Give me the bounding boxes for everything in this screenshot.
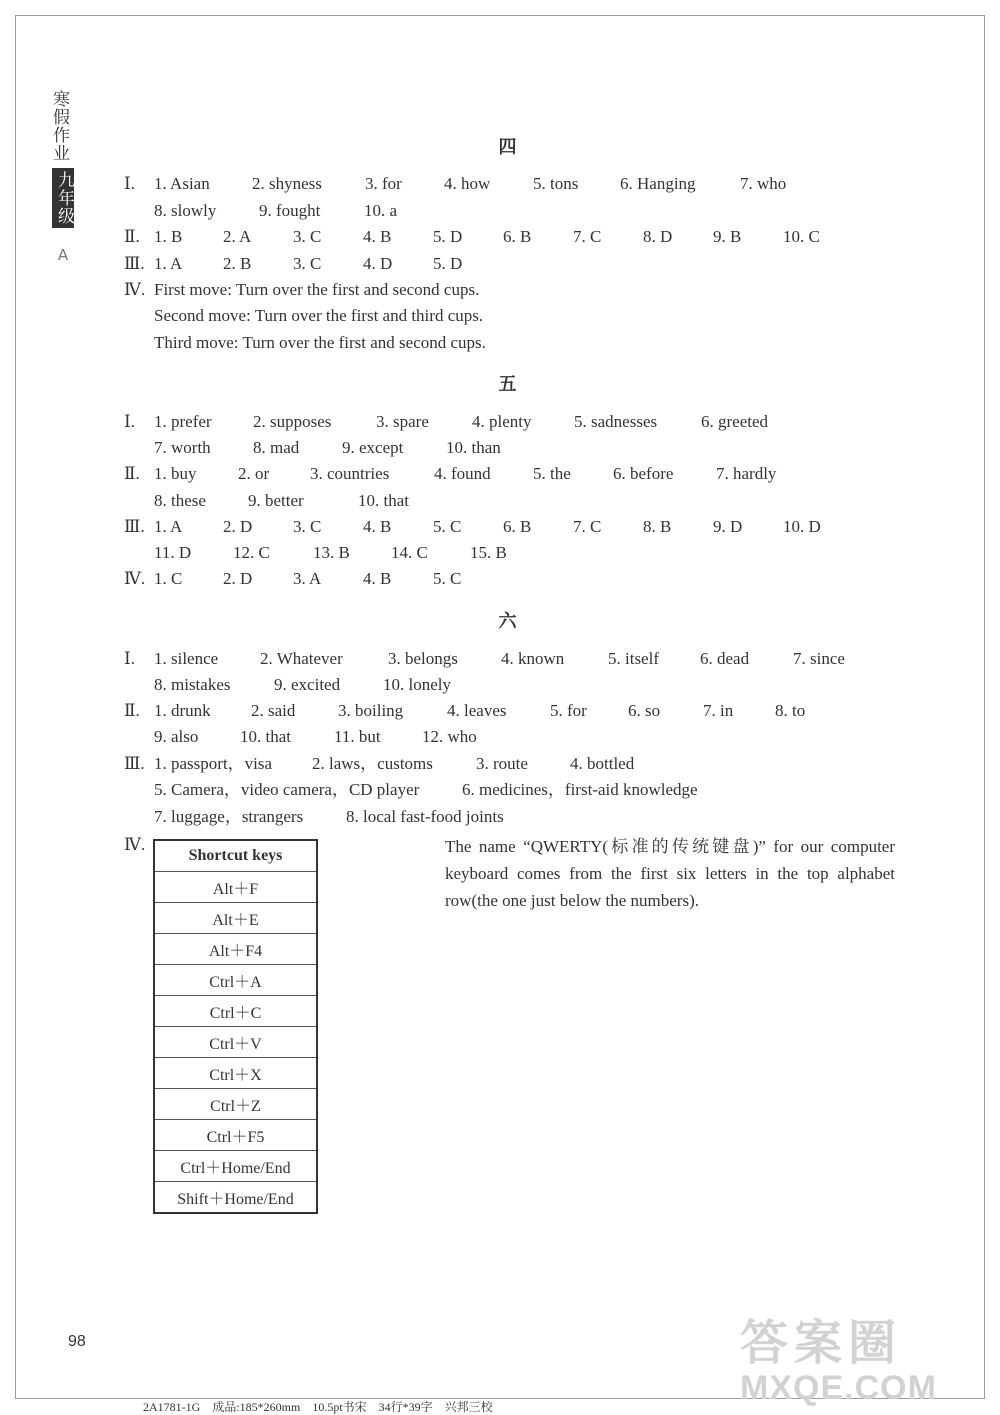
- shortcut-key-cell: Ctrl＋Home/End: [154, 1151, 317, 1182]
- answer-item: 6. medicines，first-aid knowledge: [462, 780, 698, 799]
- answer-item: 1. A: [154, 254, 183, 273]
- shortcut-key-cell: Ctrl＋A: [154, 965, 317, 996]
- table-row: [154, 1151, 317, 1182]
- answer-item: 13. B: [313, 543, 350, 562]
- answer-item: 2. B: [223, 254, 252, 273]
- question-group-numeral: Ⅱ.: [124, 227, 140, 246]
- answer-item: 12. who: [422, 727, 477, 746]
- shortcut-keys-table: [153, 839, 318, 1214]
- answer-item: 6. B: [503, 227, 532, 246]
- shortcut-key-cell: Ctrl＋C: [154, 996, 317, 1027]
- question-group-numeral: Ⅳ.: [124, 835, 146, 854]
- answer-item: 11. but: [334, 727, 381, 746]
- answer-item: 7. C: [573, 517, 602, 536]
- answer-item: 4. known: [501, 649, 565, 668]
- answer-item: 11. D: [154, 543, 192, 562]
- answer-item: 1. prefer: [154, 412, 212, 431]
- answer-item: 5. itself: [608, 649, 659, 668]
- answer-item: 1. C: [154, 569, 183, 588]
- table-row: [154, 903, 317, 934]
- answer-item: 2. A: [223, 227, 252, 246]
- shortcut-key-cell: Alt＋F4: [154, 934, 317, 965]
- answer-item: 8. slowly: [154, 201, 217, 220]
- answer-item: 1. drunk: [154, 701, 211, 720]
- answer-item: 3. spare: [376, 412, 429, 431]
- watermark-title: 答案圈: [740, 1317, 903, 1370]
- answer-item: 8. local fast-food joints: [346, 807, 504, 826]
- answer-item: 9. also: [154, 727, 199, 746]
- qwerty-note: The name “QWERTY(标准的传统键盘)” for our computer keyboard comes from the first six letters in the top alphabet row(the one just below the numbers).: [445, 837, 895, 910]
- answer-item: 6. greeted: [701, 412, 769, 431]
- answer-item: 8. mad: [253, 438, 300, 457]
- answer-item: 4. D: [363, 254, 393, 273]
- question-group-numeral: Ⅳ.: [124, 280, 146, 299]
- answer-item: 8. D: [643, 227, 673, 246]
- answer-item: 4. plenty: [472, 412, 532, 431]
- shortcut-key-cell: Ctrl＋F5: [154, 1120, 317, 1151]
- table-row: [154, 1089, 317, 1120]
- answer-item: 4. bottled: [570, 754, 635, 773]
- question-group-numeral: Ⅳ.: [124, 569, 146, 588]
- answer-item: 3. countries: [310, 464, 390, 483]
- answer-item: 4. leaves: [447, 701, 507, 720]
- answer-item: 2. or: [238, 464, 270, 483]
- answer-item: 2. D: [223, 569, 253, 588]
- answer-item: 5. tons: [533, 174, 579, 193]
- table-row: [154, 965, 317, 996]
- answer-item: 1. A: [154, 517, 183, 536]
- print-footer: 2A1781-1G 成品:185*260mm 10.5pt书宋 34行*39字 兴邦三校: [143, 1400, 493, 1414]
- answer-item: 6. before: [613, 464, 674, 483]
- answer-item: 1. silence: [154, 649, 219, 668]
- answer-item: 8. B: [643, 517, 672, 536]
- answer-item: 3. C: [293, 227, 322, 246]
- answer-item: 3. for: [365, 174, 402, 193]
- book-title: 寒假作业: [49, 90, 69, 162]
- answer-item: 10. a: [364, 201, 398, 220]
- answer-item: 5. D: [433, 254, 463, 273]
- table-row: [154, 1027, 317, 1058]
- answer-item: 2. supposes: [253, 412, 332, 431]
- question-group-numeral: Ⅰ.: [124, 649, 135, 668]
- question-group-numeral: Ⅲ.: [124, 754, 145, 773]
- answer-item: 8. mistakes: [154, 675, 231, 694]
- question-group-numeral: Ⅰ.: [124, 412, 135, 431]
- answer-item: 10. C: [783, 227, 820, 246]
- table-row: [154, 872, 317, 903]
- answer-item: 4. how: [444, 174, 491, 193]
- answer-item: 3. C: [293, 254, 322, 273]
- answer-item: 5. C: [433, 517, 462, 536]
- table-row: [154, 1058, 317, 1089]
- answer-item: 12. C: [233, 543, 270, 562]
- question-group-numeral: Ⅲ.: [124, 254, 145, 273]
- section-heading: 六: [498, 611, 517, 632]
- answer-item: 9. B: [713, 227, 742, 246]
- answer-item: 1. B: [154, 227, 183, 246]
- answer-item: 9. excited: [274, 675, 341, 694]
- answer-item: 10. that: [240, 727, 291, 746]
- answer-item: 2. Whatever: [260, 649, 343, 668]
- answer-item: 7. luggage，strangers: [154, 807, 304, 826]
- answer-item: 5. D: [433, 227, 463, 246]
- watermark-logo: [740, 1318, 990, 1406]
- question-group-numeral: Ⅱ.: [124, 701, 140, 720]
- answer-item: 3. belongs: [388, 649, 458, 668]
- table-row: [154, 1120, 317, 1151]
- table-header: Shortcut keys: [154, 840, 317, 872]
- shortcut-key-cell: Alt＋F: [154, 872, 317, 903]
- question-group-numeral: Ⅰ.: [124, 174, 135, 193]
- answer-item: 5. Camera，video camera，CD player: [154, 780, 420, 799]
- answer-item: 5. C: [433, 569, 462, 588]
- answer-item: 4. B: [363, 517, 392, 536]
- answer-item: 9. fought: [259, 201, 321, 220]
- shortcut-key-cell: Alt＋E: [154, 903, 317, 934]
- answer-item: 8. these: [154, 491, 206, 510]
- shortcut-key-cell: Ctrl＋X: [154, 1058, 317, 1089]
- edition-label: A: [57, 246, 69, 264]
- answer-item: 7. in: [703, 701, 734, 720]
- answer-item: 14. C: [391, 543, 428, 562]
- answer-item: 4. B: [363, 227, 392, 246]
- answer-item: 2. shyness: [252, 174, 322, 193]
- answer-item: 5. the: [533, 464, 571, 483]
- grade-badge: 九年级: [52, 168, 74, 228]
- answer-item: 1. buy: [154, 464, 197, 483]
- answer-item: 1. Asian: [154, 174, 210, 193]
- answer-item: 2. D: [223, 517, 253, 536]
- table-row: [154, 1182, 317, 1214]
- answer-item: 7. C: [573, 227, 602, 246]
- answer-item: 8. to: [775, 701, 806, 720]
- answer-item: 3. C: [293, 517, 322, 536]
- answer-item: 6. B: [503, 517, 532, 536]
- answer-item: 2. laws，customs: [312, 754, 433, 773]
- answer-item: 7. since: [793, 649, 845, 668]
- answer-item: 15. B: [470, 543, 507, 562]
- answer-item: 10. lonely: [383, 675, 451, 694]
- shortcut-key-cell: Shift＋Home/End: [154, 1182, 317, 1214]
- answer-item: 2. said: [251, 701, 296, 720]
- answer-item: 6. dead: [700, 649, 750, 668]
- answer-item: 3. A: [293, 569, 322, 588]
- answer-item: 4. found: [434, 464, 491, 483]
- answer-item: 3. route: [476, 754, 528, 773]
- section-heading: 五: [498, 374, 517, 395]
- answer-item: 9. D: [713, 517, 743, 536]
- answer-item: 10. that: [358, 491, 409, 510]
- answer-item: 5. sadnesses: [574, 412, 658, 431]
- answer-item: 3. boiling: [338, 701, 404, 720]
- answer-item: 6. Hanging: [620, 174, 696, 193]
- answer-item: Third move: Turn over the first and second cups.: [154, 333, 486, 352]
- answer-item: Second move: Turn over the first and third cups.: [154, 306, 484, 325]
- shortcut-key-cell: Ctrl＋V: [154, 1027, 317, 1058]
- table-row: [154, 996, 317, 1027]
- answer-item: 7. hardly: [716, 464, 777, 483]
- question-group-numeral: Ⅲ.: [124, 517, 145, 536]
- answer-item: 10. D: [783, 517, 821, 536]
- watermark-url: MXQE.COM: [740, 1369, 937, 1407]
- answer-item: 1. passport，visa: [154, 754, 273, 773]
- answer-item: 10. than: [446, 438, 501, 457]
- answer-item: 9. better: [248, 491, 304, 510]
- page-number: 98: [68, 1333, 86, 1350]
- table-header-row: [154, 840, 317, 872]
- answer-item: 7. worth: [154, 438, 211, 457]
- answer-item: 5. for: [550, 701, 587, 720]
- side-label: [50, 90, 76, 264]
- answer-item: 4. B: [363, 569, 392, 588]
- answer-item: 9. except: [342, 438, 404, 457]
- shortcut-key-cell: Ctrl＋Z: [154, 1089, 317, 1120]
- section-heading: 四: [498, 137, 517, 158]
- answer-item: First move: Turn over the first and second cups.: [154, 280, 480, 299]
- table-row: [154, 934, 317, 965]
- answer-item: 7. who: [740, 174, 787, 193]
- answer-item: 6. so: [628, 701, 661, 720]
- question-group-numeral: Ⅱ.: [124, 464, 140, 483]
